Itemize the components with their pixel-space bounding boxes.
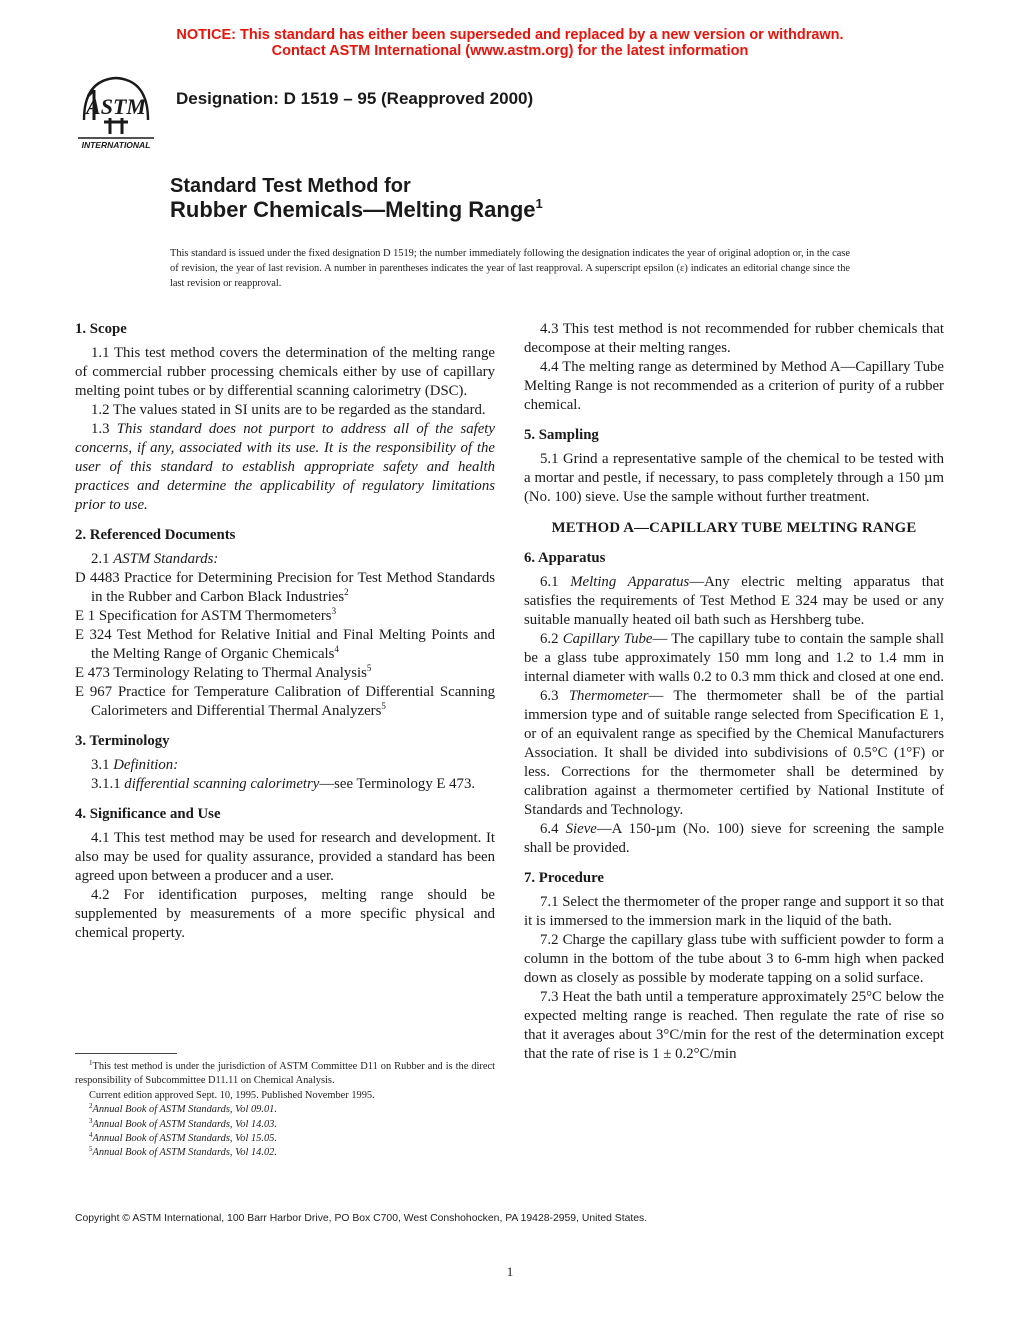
document-title (170, 175, 543, 223)
reference-text: E 324 Test Method for Relative Initial and Final Melting Points and the Melting Range of Organic Chemicals (75, 627, 495, 662)
footnote-mark: 3 (89, 1116, 93, 1125)
paragraph-7-1: 7.1 Select the thermometer of the proper range and support it so that it is immersed to the immersion mark in the liquid of the bath. (524, 894, 944, 929)
paragraph-7-2: 7.2 Charge the capillary glass tube with sufficient powder to form a column in the bottom of the tube about 3 to 6-mm high when packed down as closely as possible by moderate tapping on a solid surface. (524, 932, 944, 986)
footnote-4 (75, 1132, 495, 1146)
paragraph-6-1 (524, 573, 944, 630)
paragraph-label: Sieve (565, 821, 597, 837)
paragraph-6-4 (524, 820, 944, 858)
footnote-2 (75, 1103, 495, 1117)
reference-text: E 967 Practice for Temperature Calibration of Differential Scanning Calorimeters and Differential Thermal Analyzers (75, 684, 495, 719)
designation: Designation: D 1519 – 95 (Reapproved 2000) (176, 89, 534, 108)
section-heading-sampling: 5. Sampling (524, 427, 599, 443)
reference-text: E 1 Specification for ASTM Thermometers (75, 608, 332, 624)
paragraph-number: 6.3 (540, 688, 569, 704)
paragraph-1-3-number: 1.3 (91, 421, 117, 437)
page-number: 1 (506, 1264, 514, 1279)
footnotes (75, 1060, 495, 1161)
section-heading-procedure: 7. Procedure (524, 870, 604, 886)
footnote-1 (75, 1060, 495, 1089)
footnote-text: Annual Book of ASTM Standards, Vol 14.02. (92, 1147, 277, 1159)
footnote-mark: 5 (89, 1145, 93, 1154)
section-heading-referenced-documents: 2. Referenced Documents (75, 527, 236, 543)
paragraph-3-1-number: 3.1 (91, 757, 114, 773)
paragraph-1-3 (75, 420, 495, 515)
reference-note-mark: 4 (334, 644, 339, 654)
paragraph-number: 6.1 (540, 574, 571, 590)
notice-line-1: NOTICE: This standard has either been superseded and replaced by a new version or withdrawn. (176, 27, 844, 43)
paragraph-1-3-text: This standard does not purport to address all of the safety concerns, if any, associated with its use. It is the responsibility of the user of this standard to establish appropriate safety and health practices and determine the applicability of regulatory limitations prior to use. (75, 421, 495, 513)
paragraph-3-1-1-number: 3.1.1 (91, 776, 125, 792)
paragraph-number: 6.2 (540, 631, 563, 647)
paragraph-3-1-1 (75, 775, 495, 794)
paragraph-text: — The thermometer shall be of the partial immersion type and of suitable range selected from Specification E 1, or of an equivalent range as specified by the Chemical Manufacturers Association. It shall be divided into subdivisions of 0.5°C (1°F) or less. Corrections for the thermometer shall be determined by calibration against a thermometer certified by National Institute of Standards and Technology. (524, 688, 944, 818)
reference-note-mark: 2 (344, 587, 349, 597)
paragraph-2-1-label: ASTM Standards: (113, 551, 219, 567)
paragraph-4-2: 4.2 For identification purposes, melting range should be supplemented by measurements of a more specific physical and chemical property. (75, 887, 495, 941)
reference-note-mark: 5 (381, 701, 386, 711)
left-column (75, 320, 495, 943)
paragraph-4-4: 4.4 The melting range as determined by Method A—Capillary Tube Melting Range is not recommended as a criterion of purity of a rubber chemical. (524, 359, 944, 413)
copyright-line: Copyright © ASTM International, 100 Barr Harbor Drive, PO Box C700, West Conshohocken, PA 19428-2959, United States. (75, 1213, 648, 1224)
paragraph-4-1: 4.1 This test method may be used for research and development. It also may be used for quality assurance, provided a standard has been agreed upon between a producer and a user. (75, 830, 495, 884)
paragraph-number: 6.4 (540, 821, 566, 837)
withdrawal-notice (0, 27, 1020, 59)
paragraph-1-1: 1.1 This test method covers the determination of the melting range of commercial rubber processing chemicals either by use of capillary melting point tubes or by differential scanning calorimetry (DSC). (75, 345, 495, 399)
title-footnote-mark: 1 (535, 196, 543, 211)
footnote-mark: 4 (89, 1131, 93, 1140)
issuance-note: This standard is issued under the fixed designation D 1519; the number immediately following the designation indicates the year of original adoption or, in the case of revision, the year of last revision. A number in parentheses indicates the year of last reapproval. A superscript epsilon (ε) indicates an editorial change since the last revision or reapproval. (170, 248, 851, 289)
paragraph-2-1-number: 2.1 (91, 551, 114, 567)
logo-letters: ASTM (86, 94, 146, 119)
title-line-1: Standard Test Method for (170, 175, 411, 197)
footnote-text: This test method is under the jurisdiction of ASTM Committee D11 on Rubber and is the direct responsibility of Subcommittee D11.11 on Chemical Analysis. (75, 1061, 495, 1087)
paragraph-label: Thermometer (568, 688, 649, 704)
footnote-3 (75, 1118, 495, 1132)
footnote-mark: 2 (89, 1102, 93, 1111)
method-a-heading: METHOD A—CAPILLARY TUBE MELTING RANGE (551, 520, 917, 536)
footnote-text: Current edition approved Sept. 10, 1995. Published November 1995. (89, 1089, 375, 1101)
paragraph-3-1-1-term: differential scanning calorimetry (124, 776, 320, 792)
section-heading-significance: 4. Significance and Use (75, 806, 221, 822)
notice-line-2: Contact ASTM International (www.astm.org) for the latest information (271, 43, 749, 59)
reference-note-mark: 3 (331, 606, 337, 616)
footnote-5 (75, 1146, 495, 1160)
paragraph-3-1 (75, 756, 495, 775)
paragraph-1-2: 1.2 The values stated in SI units are to be regarded as the standard. (91, 402, 486, 418)
logo-caption: INTERNATIONAL (81, 140, 151, 150)
footnote-text: Annual Book of ASTM Standards, Vol 09.01. (92, 1104, 277, 1116)
paragraph-label: Capillary Tube (562, 631, 653, 647)
paragraph-6-3 (524, 687, 944, 820)
footnote-text: Annual Book of ASTM Standards, Vol 15.05. (92, 1133, 277, 1145)
reference-e1 (75, 607, 495, 626)
paragraph-3-1-label: Definition: (113, 757, 179, 773)
paragraph-text: —A 150-µm (No. 100) sieve for screening the sample shall be provided. (524, 821, 944, 856)
footnote-divider (75, 1053, 177, 1054)
paragraph-label: Melting Apparatus (570, 574, 690, 590)
paragraph-6-2 (524, 630, 944, 687)
right-column (524, 320, 944, 1064)
reference-e967 (75, 683, 495, 721)
reference-text: D 4483 Practice for Determining Precision for Test Method Standards in the Rubber and Carbon Black Industries (75, 570, 495, 605)
title-line-2 (170, 197, 543, 223)
paragraph-text: — The capillary tube to contain the sample shall be a glass tube approximately 150 mm long and 1.2 to 1.4 mm in internal diameter with walls 0.2 to 0.3 mm thick and closed at one end. (524, 631, 944, 685)
paragraph-3-1-1-text: —see Terminology E 473. (319, 776, 476, 792)
reference-d4483 (75, 569, 495, 607)
paragraph-5-1: 5.1 Grind a representative sample of the chemical to be tested with a mortar and pestle, if necessary, to pass completely through a 150 µm (No. 100) sieve. Use the sample without further treatment. (524, 451, 944, 505)
section-heading-apparatus: 6. Apparatus (524, 550, 606, 566)
title-line-2-text: Rubber Chemicals—Melting Range (170, 197, 536, 222)
reference-e324 (75, 626, 495, 664)
reference-text: E 473 Terminology Relating to Thermal Analysis (75, 665, 367, 681)
paragraph-4-3: 4.3 This test method is not recommended for rubber chemicals that decompose at their melting ranges. (524, 321, 944, 356)
paragraph-7-3: 7.3 Heat the bath until a temperature approximately 25°C below the expected melting range is reached. Then regulate the rate of rise so that it averages about 3°C/min for the rest of the determination except that the rate of rise is 1 ± 0.2°C/min (524, 989, 944, 1062)
footnote-text: Annual Book of ASTM Standards, Vol 14.03. (92, 1118, 277, 1130)
reference-note-mark: 5 (366, 663, 372, 673)
astm-logo (70, 72, 162, 152)
section-heading-terminology: 3. Terminology (75, 733, 170, 749)
paragraph-2-1 (75, 550, 495, 569)
reference-e473 (75, 664, 495, 683)
footnote-edition (75, 1089, 495, 1103)
astm-logo-mark (78, 78, 154, 138)
footnote-mark: 1 (89, 1059, 93, 1067)
paragraph-text: —Any electric melting apparatus that satisfies the requirements of Test Method E 324 may be used or any suitable manually heated oil bath such as Hershberg tube. (524, 574, 944, 628)
section-heading-scope: 1. Scope (75, 321, 127, 337)
